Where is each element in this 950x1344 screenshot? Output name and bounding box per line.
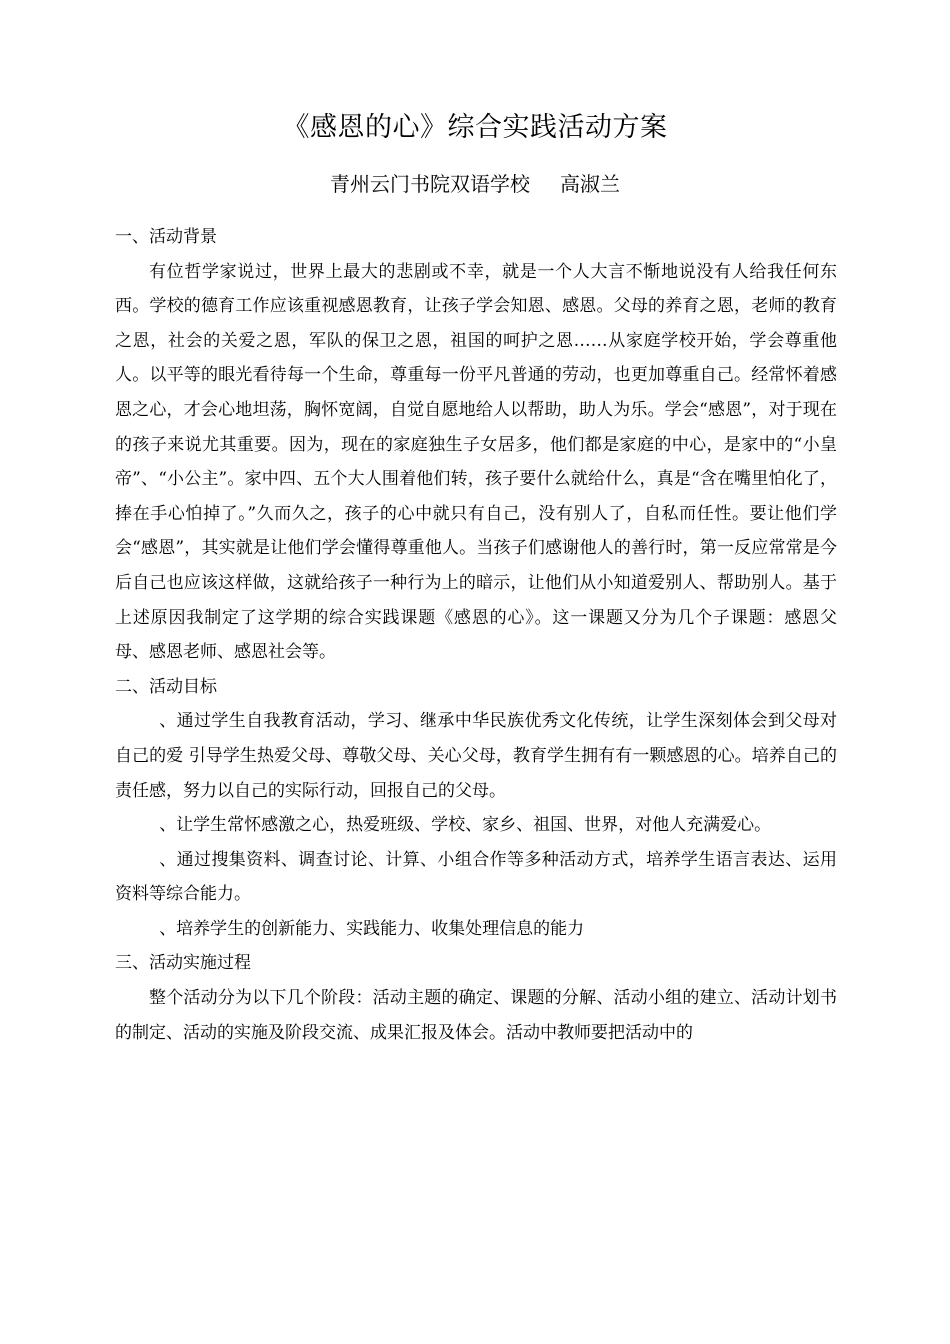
document-byline <box>0 168 950 200</box>
section-heading-background: 一、活动背景 <box>115 227 217 247</box>
goal-item-2: 、让学生常怀感激之心，热爱班级、学校、家乡、祖国、世界，对他人充满爱心。 <box>159 815 772 836</box>
goal-item-3: 、通过搜集资料、调查讨论、计算、小组合作等多种活动方式，培养学生语言表达、运用资料等综合能力。 <box>115 849 837 905</box>
document-body <box>115 220 837 1050</box>
document-title: 《感恩的心》综合实践活动方案 <box>282 112 668 143</box>
author-name: 高淑兰 <box>560 172 620 196</box>
school-name: 青州云门书院双语学校 <box>330 172 530 196</box>
section-heading-goals: 二、活动目标 <box>115 676 217 697</box>
goal-item-4: 、培养学生的创新能力、实践能力、收集处理信息的能力 <box>159 918 585 939</box>
process-paragraph: 整个活动分为以下几个阶段：活动主题的确定、课题的分解、活动小组的建立、活动计划书的制定、活动的实施及阶段交流、成果汇报及体会。活动中教师要把活动中的 <box>115 988 837 1043</box>
section-heading-process: 三、活动实施过程 <box>115 953 251 974</box>
goal-item-1: 、通过学生自我教育活动，学习、继承中华民族优秀文化传统，让学生深刻体会到父母对自己的爱 引导学生热爱父母、尊敬父母、关心父母，教育学生拥有有一颗感恩的心。培养自己的责任感，努力以自己的实际行动，回报自己的父母。 <box>115 711 837 801</box>
background-paragraph: 有位哲学家说过，世界上最大的悲剧或不幸，就是一个人大言不惭地说没有人给我任何东西。学校的德育工作应该重视感恩教育，让孩子学会知恩、感恩。父母的养育之恩，老师的教育之恩，社会的关爱之恩，军队的保卫之恩，祖国的呵护之恩……从家庭学校开始，学会尊重他人。以平等的眼光看待每一个生命，尊重每一份平凡普通的劳动，也更加尊重自己。经常怀着感恩之心，才会心地坦荡，胸怀宽阔，自觉自愿地给人以帮助，助人为乐。学会“感恩”，对于现在的孩子来说尤其重要。因为，现在的家庭独生子女居多，他们都是家庭的中心，是家中的“小皇帝”、“小公主”。家中四、五个大人围着他们转，孩子要什么就给什么，真是“含在嘴里怕化了，捧在手心怕掉了。”久而久之，孩子的心中就只有自己，没有别人了，自私而任性。要让他们学会“感恩”，其实就是让他们学会懂得尊重他人。当孩子们感谢他人的善行时，第一反应常常是今后自己也应该这样做，这就给孩子一种行为上的暗示，让他们从小知道爱别人、帮助别人。基于上述原因我制定了这学期的综合实践课题《感恩的心》。这一课题又分为几个子课题：感恩父母、感恩老师、感恩社会等。 <box>115 261 837 663</box>
